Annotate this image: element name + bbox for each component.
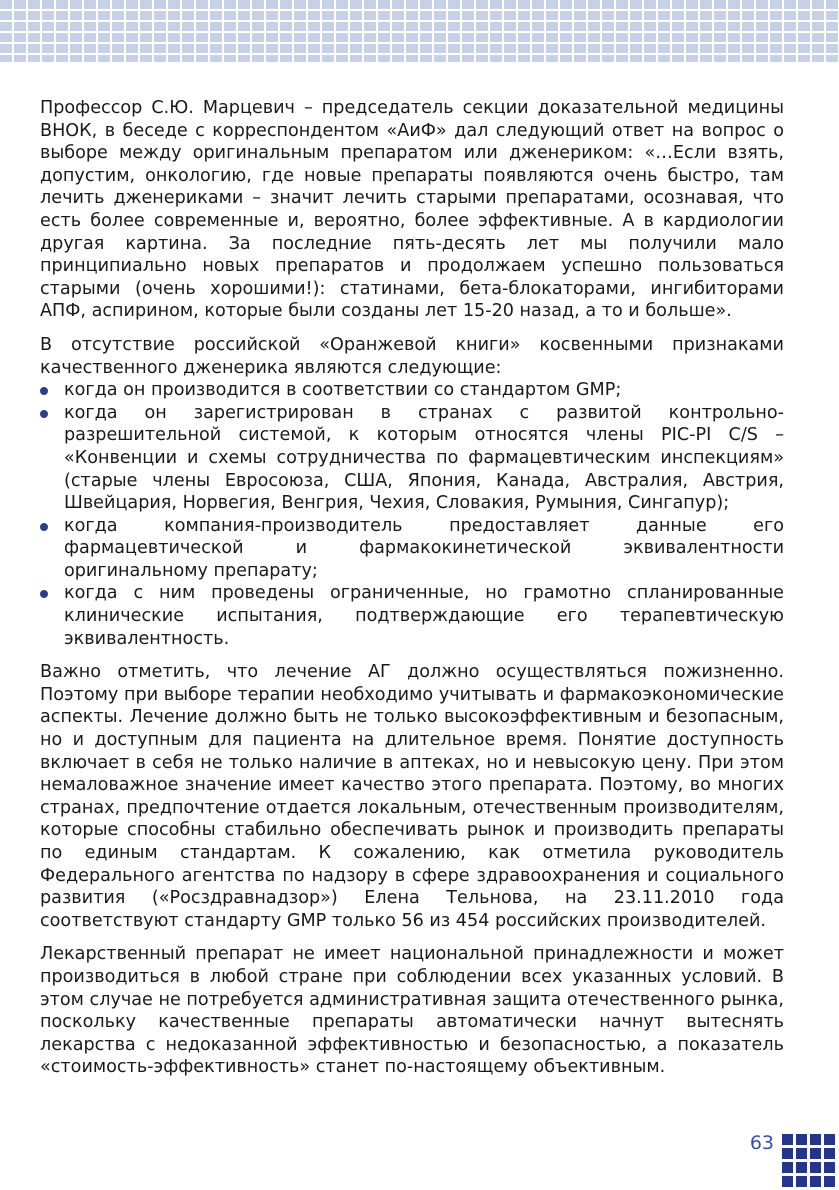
page-number: 63 — [749, 1132, 774, 1154]
list-item-text: когда он зарегистрирован в странах с развитой контрольно-разрешительной системой, к которым относятся члены PIC-PI C/S – «Конвенции и схемы сотрудничества по фармацевтическим инспекциям» (старые члены Евросоюза, США, Япония, Канада, Австралия, Австрия, Швейцария, Норвегия, Венгрия, Чехия, Словакия, Румыния, Сингапур); — [64, 402, 784, 514]
paragraph-orange-book: В отсутствие российской «Оранжевой книги» косвенными признаками качественного дженерика являются следующие: — [40, 334, 784, 378]
corner-grid-decoration — [782, 1134, 835, 1187]
header-pattern — [0, 0, 839, 62]
list-item — [40, 582, 784, 650]
bullet-dot-icon — [40, 410, 48, 418]
list-item — [40, 402, 784, 515]
bullet-dot-icon — [40, 387, 48, 395]
paragraph-marcevich-quote: Профессор С.Ю. Марцевич – председатель секции доказательной медицины ВНОК, в беседе с корреспондентом «АиФ» дал следующий ответ на вопрос о выборе между оригинальным препаратом или дженериком: «…Если взять, допустим, онкологию, где новые препараты появляются очень быстро, там лечить дженериками – значит лечить старыми препаратами, осознавая, что есть более современные и, вероятно, более эффективные. А в кардиологии другая картина. За последние пять-десять лет мы получили мало принципиально новых препаратов и продолжаем успешно пользоваться старыми (очень хорошими!): статинами, бета-блокаторами, ингибиторами АПФ, аспирином, которые были созданы лет 15-20 назад, а то и больше». — [40, 98, 784, 322]
list-item-text: когда с ним проведены ограниченные, но грамотно спланированные клинические испытания, подтверждающие его терапевтическую эквивалентность. — [64, 583, 784, 649]
paragraph-lifelong-treatment: Важно отметить, что лечение АГ должно осуществляться пожизненно. Поэтому при выборе терапии необходимо учитывать и фармакоэкономические аспекты. Лечение должно быть не только высокоэффективным и безопасным, но и доступным для пациента на длительное время. Понятие доступность включает в себя не только наличие в аптеках, но и невысокую цену. При этом немаловажное значение имеет качество этого препарата. Поэтому, во многих странах, предпочтение отдается локальным, отечественным производителям, которые способны стабильно обеспечивать рынок и производить препараты по единым стандартам. К сожалению, как отметила руководитель Федерального агентства по надзору в сфере здравоохранения и социального развития («Росздравнадзор») Елена Тельнова, на 23.11.2010 года соответствуют стандарту GMP только 56 из 454 российских производителей. — [40, 662, 784, 931]
generic-quality-criteria-list — [40, 379, 784, 650]
list-item-text: когда он производится в соответствии со стандартом GMP; — [64, 380, 622, 401]
list-item — [40, 379, 784, 402]
list-item-text: когда компания-производитель предоставляет данные его фармацевтической и фармакокинетической эквивалентности оригинальному препарату; — [64, 515, 784, 581]
page-body — [40, 97, 784, 1090]
bullet-dot-icon — [40, 590, 48, 598]
list-item — [40, 515, 784, 583]
bullet-dot-icon — [40, 523, 48, 531]
paragraph-national-origin: Лекарственный препарат не имеет национальной принадлежности и может производиться в любой стране при соблюдении всех указанных условий. В этом случае не потребуется административная защита отечественного рынка, поскольку качественные препараты автоматически начнут вытеснять лекарства с недоказанной эффективностью и безопасностью, а показатель «стоимость-эффективность» станет по-настоящему объективным. — [40, 944, 784, 1078]
